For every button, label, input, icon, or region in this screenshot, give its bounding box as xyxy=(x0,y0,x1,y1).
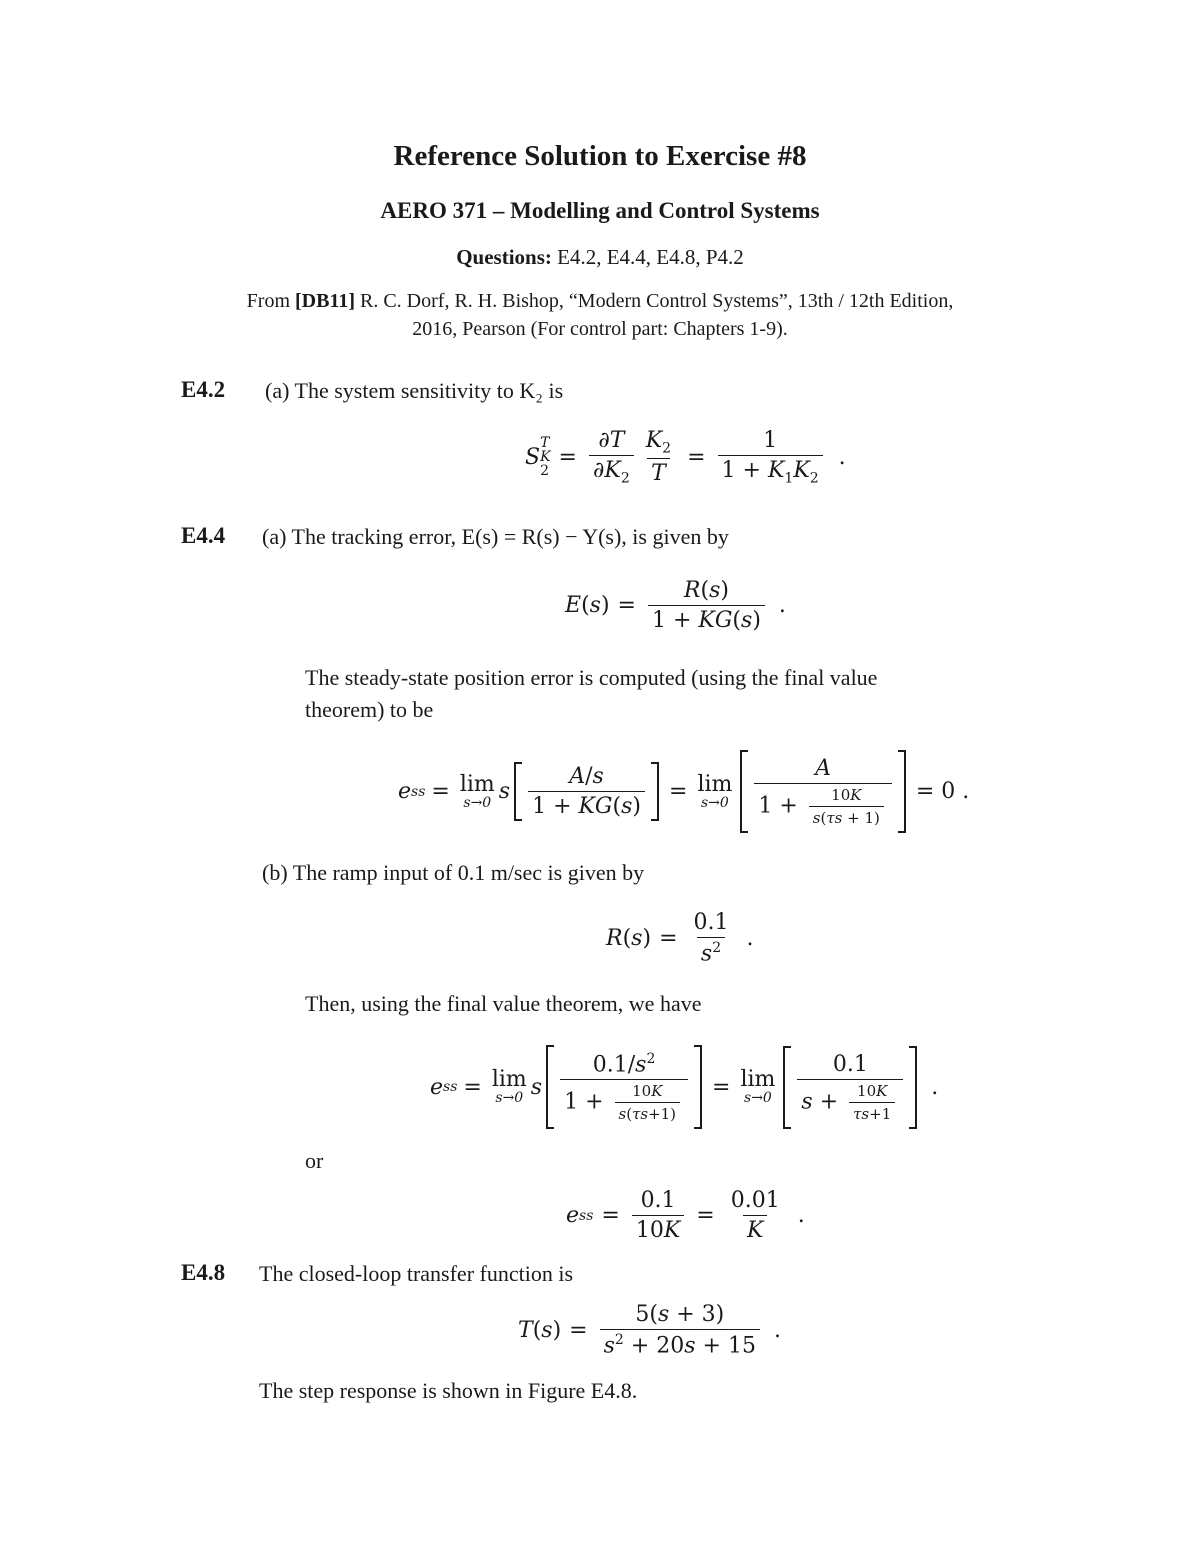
questions-line xyxy=(0,245,1200,270)
e44-steady-line-2: theorem) to be xyxy=(305,697,434,722)
e48-text: The closed-loop transfer function is xyxy=(259,1261,574,1286)
e44-final-error-equation: e ss = $\frac{0.1}{10K}$ = $\frac{0.01}{K}$ . xyxy=(566,1188,805,1243)
e44-label: E4.4 xyxy=(181,523,226,548)
e48-step-text: The step response is shown in Figure E4.8. xyxy=(259,1378,638,1403)
source-line-2: 2016, Pearson (For control part: Chapters 1-9). xyxy=(412,318,788,340)
questions-label: Questions: xyxy=(456,245,552,269)
e44-ramp-equation: R ( s ) = $\frac{0.1}{s^2}$ . xyxy=(606,910,754,967)
source-line-1 xyxy=(0,290,1200,313)
page-title: Reference Solution to Exercise #8 xyxy=(393,140,807,172)
source-from: From xyxy=(246,290,290,312)
source-ref: [DB11] xyxy=(295,290,355,312)
e44-then-text: Then, using the final value theorem, we have xyxy=(305,991,702,1016)
e42-text: (a) The system sensitivity to K₂ is xyxy=(265,378,564,403)
course-title: AERO 371 – Modelling and Control Systems xyxy=(380,198,820,223)
e42-sensitivity-equation: S T K 2 = $\frac{\partial T}{\partial K_2}$ $\frac{K_2}{T}$ = $\frac{1}{1 + K_1K_2}$ . xyxy=(525,428,846,487)
e44-text-b: (b) The ramp input of 0.1 m/sec is given by xyxy=(262,860,645,885)
questions-list: E4.2, E4.4, E4.8, P4.2 xyxy=(557,245,744,269)
e44-error-equation: E ( s ) = $\frac{R(s)}{1 + KG(s)}$ . xyxy=(565,578,786,633)
e44-ramp-error-equation: e ss = lim s→0 s $0.1/s^2$ 1 + $\frac{10K}{s(\tau s+1)}$ = lim s→0 0.1 s + $\frac{10K}{\tau s+1}$ . xyxy=(430,1045,938,1129)
e48-transfer-equation: T ( s ) = $\frac{5(s + 3)}{s^2 + 20s + 15}$ . xyxy=(518,1302,781,1359)
e44-steady-line-1: The steady-state position error is computed (using the final value xyxy=(305,665,878,690)
source-citation: R. C. Dorf, R. H. Bishop, “Modern Control Systems”, 13th / 12th Edition, xyxy=(360,290,954,312)
e42-label: E4.2 xyxy=(181,377,226,402)
e44-steady-state-equation: e ss = lim s→0 s $\frac{A/s}{1 + KG(s)}$ = lim s→0 A 1 + $\frac{10K}{s(\tau s + 1)}$ = 0 . xyxy=(398,750,975,833)
e48-label: E4.8 xyxy=(181,1260,226,1285)
e44-text-a: (a) The tracking error, E(s) = R(s) − Y(s), is given by xyxy=(262,524,729,549)
e44-or-text: or xyxy=(305,1148,324,1173)
